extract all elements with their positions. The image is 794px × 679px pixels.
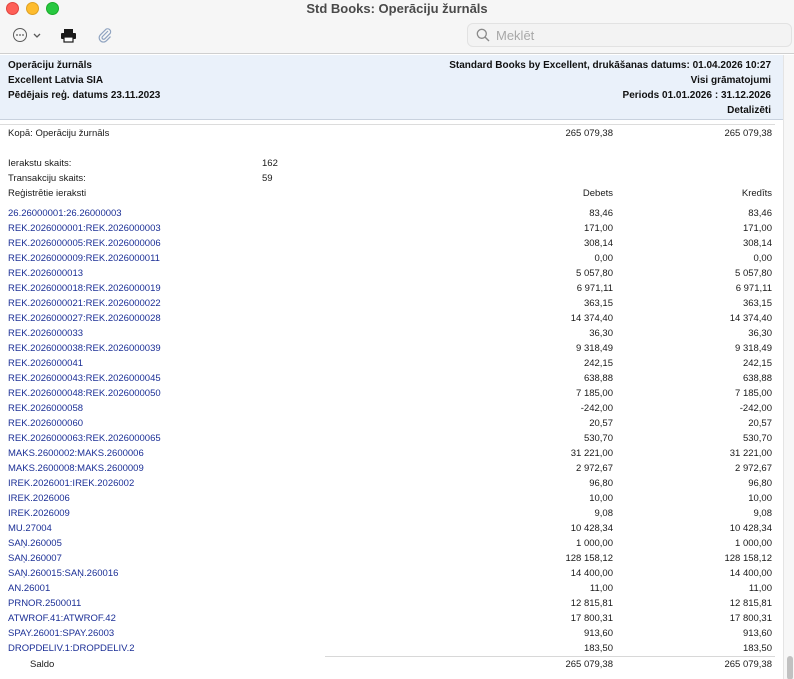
report-header-right xyxy=(449,58,771,118)
entry-ref-link[interactable]: REK.2026000001:REK.2026000003 xyxy=(8,223,161,234)
table-row xyxy=(0,416,783,431)
report-body xyxy=(0,121,783,679)
entry-debit: 128 158,12 xyxy=(565,553,613,564)
entry-ref-link[interactable]: DROPDELIV.1:DROPDELIV.2 xyxy=(8,643,135,654)
entry-ref-link[interactable]: REK.2026000063:REK.2026000065 xyxy=(8,433,161,444)
report-header xyxy=(0,55,783,120)
paperclip-icon xyxy=(97,27,113,43)
entry-debit: 9 318,49 xyxy=(576,343,613,354)
transactions-label: Transakciju skaits: xyxy=(8,173,86,184)
registered-entries-label: Reģistrētie ieraksti xyxy=(8,188,87,199)
entry-credit: 12 815,81 xyxy=(729,598,772,609)
entry-credit: 7 185,00 xyxy=(735,388,772,399)
entry-credit: 308,14 xyxy=(742,238,772,249)
table-row xyxy=(0,281,783,296)
entry-ref-link[interactable]: 26.26000001:26.26000003 xyxy=(8,208,122,219)
entry-debit: 31 221,00 xyxy=(570,448,613,459)
table-row xyxy=(0,521,783,536)
total-credit: 265 079,38 xyxy=(724,128,772,139)
table-row xyxy=(0,566,783,581)
table-row xyxy=(0,596,783,611)
company-name: Excellent Latvia SIA xyxy=(8,75,104,86)
entry-debit: 2 972,67 xyxy=(576,463,613,474)
entry-ref-link[interactable]: REK.2026000041 xyxy=(8,358,84,369)
entry-debit: 242,15 xyxy=(583,358,613,369)
entry-debit: 83,46 xyxy=(589,208,613,219)
total-debit: 265 079,38 xyxy=(565,128,613,139)
search-icon xyxy=(476,28,490,42)
entry-credit: -242,00 xyxy=(739,403,772,414)
more-actions-button[interactable] xyxy=(12,25,46,45)
total-label: Kopā: Operāciju žurnāls xyxy=(8,128,110,139)
entries-label: Ierakstu skaits: xyxy=(8,158,72,169)
entry-ref-link[interactable]: SAŅ.260015:SAŅ.260016 xyxy=(8,568,119,579)
entry-credit: 14 400,00 xyxy=(729,568,772,579)
table-row xyxy=(0,221,783,236)
table-row xyxy=(0,371,783,386)
entry-credit: 31 221,00 xyxy=(729,448,772,459)
entry-ref-link[interactable]: IREK.2026009 xyxy=(8,508,70,519)
table-row xyxy=(0,326,783,341)
entry-debit: 638,88 xyxy=(583,373,613,384)
entry-ref-link[interactable]: IREK.2026001:IREK.2026002 xyxy=(8,478,135,489)
entry-credit: 9,08 xyxy=(753,508,772,519)
entry-debit: 6 971,11 xyxy=(576,283,613,294)
attach-button[interactable] xyxy=(97,25,115,45)
report-title: Operāciju žurnāls xyxy=(8,60,92,71)
chevron-down-icon xyxy=(32,30,42,40)
entry-credit: 128 158,12 xyxy=(724,553,772,564)
saldo-label: Saldo xyxy=(30,659,55,670)
entry-debit: 10 428,34 xyxy=(570,523,613,534)
entry-debit: -242,00 xyxy=(580,403,613,414)
entry-credit: 9 318,49 xyxy=(735,343,772,354)
entry-debit: 12 815,81 xyxy=(570,598,613,609)
transactions-count-row xyxy=(0,171,783,186)
entry-ref-link[interactable]: MU.27004 xyxy=(8,523,52,534)
table-row xyxy=(0,611,783,626)
table-row xyxy=(0,341,783,356)
ellipsis-circle-icon xyxy=(12,27,28,43)
entry-credit: 5 057,80 xyxy=(735,268,772,279)
table-row xyxy=(0,491,783,506)
entry-credit: 20,57 xyxy=(748,418,772,429)
table-row xyxy=(0,296,783,311)
entry-ref-link[interactable]: REK.2026000033 xyxy=(8,328,84,339)
table-row xyxy=(0,386,783,401)
entry-debit: 17 800,31 xyxy=(570,613,613,624)
entry-credit: 363,15 xyxy=(742,298,772,309)
entry-debit: 11,00 xyxy=(589,583,613,594)
entry-debit: 530,70 xyxy=(583,433,613,444)
entry-debit: 9,08 xyxy=(594,508,613,519)
entry-ref-link[interactable]: SPAY.26001:SPAY.26003 xyxy=(8,628,115,639)
entry-ref-link[interactable]: MAKS.2600002:MAKS.2600006 xyxy=(8,448,144,459)
entry-ref-link[interactable]: ATWROF.41:ATWROF.42 xyxy=(8,613,116,624)
entry-credit: 11,00 xyxy=(748,583,772,594)
entry-credit: 10 428,34 xyxy=(729,523,772,534)
table-row xyxy=(0,641,783,656)
table-row xyxy=(0,551,783,566)
entry-debit: 20,57 xyxy=(589,418,613,429)
entry-ref-link[interactable]: REK.2026000005:REK.2026000006 xyxy=(8,238,161,249)
entry-ref-link[interactable]: PRNOR.2500011 xyxy=(8,598,82,609)
entries-count-row xyxy=(0,156,783,171)
entry-credit: 2 972,67 xyxy=(735,463,772,474)
search-field[interactable] xyxy=(467,23,792,47)
entry-ref-link[interactable]: REK.2026000027:REK.2026000028 xyxy=(8,313,161,324)
table-row xyxy=(0,251,783,266)
entry-ref-link[interactable]: SAŅ.260005 xyxy=(8,538,62,549)
search-input[interactable] xyxy=(496,28,776,43)
entry-credit: 83,46 xyxy=(748,208,772,219)
print-info: Standard Books by Excellent, drukāšanas datums: 01.04.2026 10:27 xyxy=(449,60,771,71)
window-titlebar xyxy=(0,0,794,54)
entry-debit: 0,00 xyxy=(594,253,613,264)
entry-debit: 7 185,00 xyxy=(576,388,613,399)
report-detail-level: Detalizēti xyxy=(727,105,771,116)
table-row xyxy=(0,626,783,641)
entry-ref-link[interactable]: REK.2026000021:REK.2026000022 xyxy=(8,298,161,309)
report-header-left xyxy=(8,58,160,103)
table-row xyxy=(0,236,783,251)
print-button[interactable] xyxy=(60,25,80,45)
entry-debit: 5 057,80 xyxy=(576,268,613,279)
saldo-debit: 265 079,38 xyxy=(565,659,613,670)
entry-debit: 308,14 xyxy=(583,238,613,249)
entry-debit: 36,30 xyxy=(589,328,613,339)
table-row xyxy=(0,461,783,476)
entry-debit: 1 000,00 xyxy=(576,538,613,549)
entry-credit: 638,88 xyxy=(742,373,772,384)
table-row xyxy=(0,206,783,221)
entry-debit: 183,50 xyxy=(583,643,613,654)
entry-ref-link[interactable]: SAŅ.260007 xyxy=(8,553,62,564)
table-row xyxy=(0,356,783,371)
transactions-value: 59 xyxy=(262,173,273,184)
printer-icon xyxy=(60,28,77,43)
entry-credit: 96,80 xyxy=(748,478,772,489)
entries-value: 162 xyxy=(262,158,278,169)
top-divider xyxy=(0,124,775,125)
entry-ref-link[interactable]: REK.2026000013 xyxy=(8,268,84,279)
entry-credit: 242,15 xyxy=(742,358,772,369)
total-row xyxy=(0,126,783,141)
column-header-row xyxy=(0,186,783,201)
entry-credit: 14 374,40 xyxy=(729,313,772,324)
table-row xyxy=(0,266,783,281)
entry-ref-link[interactable]: AN.26001 xyxy=(8,583,51,594)
window-title: Std Books: Operāciju žurnāls xyxy=(306,1,488,16)
entry-debit: 363,15 xyxy=(583,298,613,309)
entry-credit: 1 000,00 xyxy=(735,538,772,549)
entry-credit: 36,30 xyxy=(748,328,772,339)
saldo-credit: 265 079,38 xyxy=(724,659,772,670)
table-row xyxy=(0,401,783,416)
table-row xyxy=(0,476,783,491)
debit-header: Debets xyxy=(582,188,613,199)
scrollbar-thumb[interactable] xyxy=(787,656,793,679)
table-row xyxy=(0,446,783,461)
entry-ref-link[interactable]: REK.2026000058 xyxy=(8,403,84,414)
table-row xyxy=(0,581,783,596)
entry-ref-link[interactable]: REK.2026000060 xyxy=(8,418,84,429)
saldo-row xyxy=(0,657,783,672)
entry-credit: 183,50 xyxy=(742,643,772,654)
last-reg-date: Pēdējais reģ. datums 23.11.2023 xyxy=(8,90,161,101)
vertical-scrollbar[interactable] xyxy=(783,55,794,679)
transaction-filter: Visi grāmatojumi xyxy=(690,75,771,86)
entry-debit: 14 400,00 xyxy=(570,568,613,579)
entry-ref-link[interactable]: REK.2026000043:REK.2026000045 xyxy=(8,373,161,384)
entry-credit: 530,70 xyxy=(742,433,772,444)
entry-ref-link[interactable]: MAKS.2600008:MAKS.2600009 xyxy=(8,463,144,474)
table-row xyxy=(0,506,783,521)
report-period: Periods 01.01.2026 : 31.12.2026 xyxy=(622,90,771,101)
entry-credit: 171,00 xyxy=(742,223,772,234)
entry-ref-link[interactable]: REK.2026000038:REK.2026000039 xyxy=(8,343,161,354)
entry-credit: 913,60 xyxy=(742,628,772,639)
entry-debit: 171,00 xyxy=(583,223,613,234)
entry-credit: 6 971,11 xyxy=(735,283,772,294)
credit-header: Kredīts xyxy=(741,188,772,199)
entry-ref-link[interactable]: REK.2026000009:REK.2026000011 xyxy=(8,253,160,264)
entry-ref-link[interactable]: IREK.2026006 xyxy=(8,493,70,504)
entry-debit: 10,00 xyxy=(589,493,613,504)
entry-debit: 14 374,40 xyxy=(570,313,613,324)
table-row xyxy=(0,311,783,326)
entry-credit: 10,00 xyxy=(748,493,772,504)
entry-ref-link[interactable]: REK.2026000048:REK.2026000050 xyxy=(8,388,161,399)
entry-credit: 17 800,31 xyxy=(729,613,772,624)
entry-debit: 96,80 xyxy=(589,478,613,489)
entry-debit: 913,60 xyxy=(583,628,613,639)
entry-credit: 0,00 xyxy=(753,253,772,264)
entry-ref-link[interactable]: REK.2026000018:REK.2026000019 xyxy=(8,283,161,294)
table-row xyxy=(0,536,783,551)
table-row xyxy=(0,431,783,446)
